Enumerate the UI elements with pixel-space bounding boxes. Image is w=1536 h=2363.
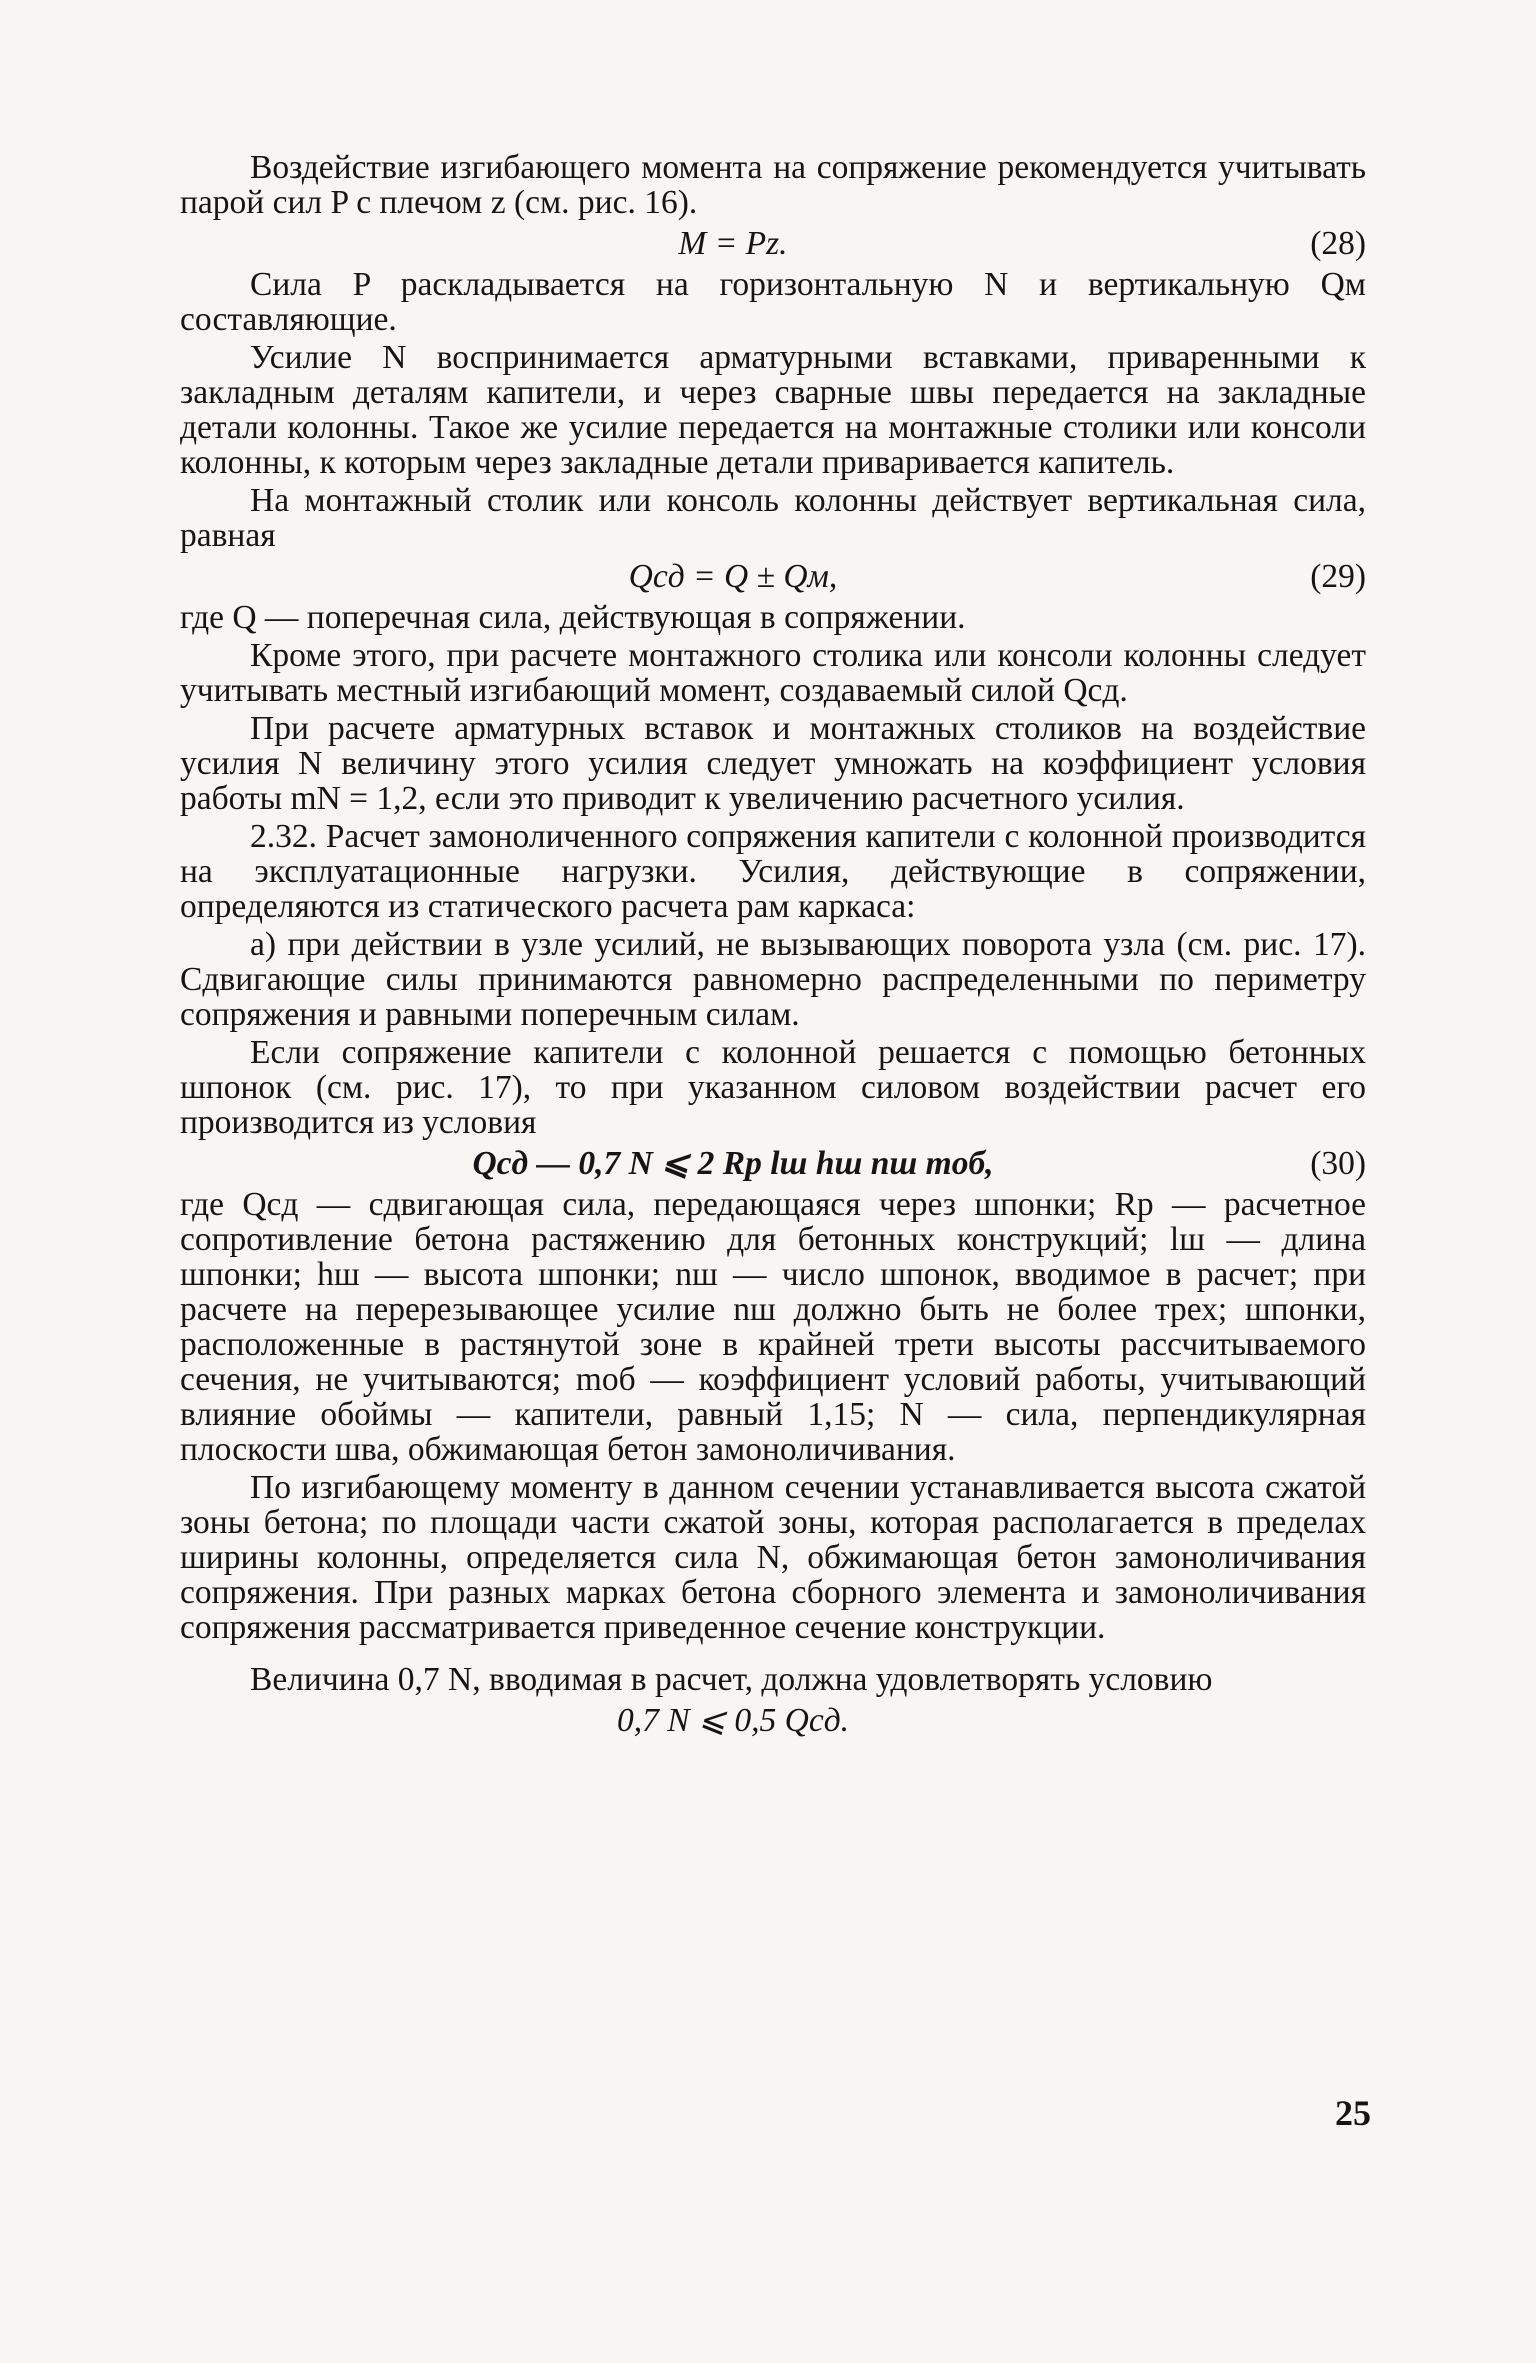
paragraph: Кроме этого, при расчете монтажного столика или консоли колонны следует учитывать местный изгибающий момент, создаваемый силой Qсд.: [180, 637, 1366, 709]
equation-number: (30): [1310, 1145, 1366, 1182]
paragraph: При расчете арматурных вставок и монтажных столиков на воздействие усилия N величину этого усилия следует умножать на коэффициент условия работы mN = 1,2, если это приводит к увеличению расчетного усилия.: [180, 710, 1366, 817]
paragraph: По изгибающему моменту в данном сечении устанавливается высота сжатой зоны бетона; по площади части сжатой зоны, которая располагается в пределах ширины колонны, определяется сила N, обжимающая бетон замоноличивания сопряжения. При разных марках бетона сборного элемента и замоноличивания сопряжения рассматривается приведенное сечение конструкции.: [180, 1469, 1366, 1646]
paragraph: Величина 0,7 N, вводимая в расчет, должна удовлетворять условию: [250, 1661, 1213, 1698]
paragraph: а) при действии в узле усилий, не вызывающих поворота узла (см. рис. 17). Сдвигающие силы принимаются равномерно распределенными по периметру сопряжения и равными поперечным силам.: [180, 926, 1366, 1033]
paragraph: Воздействие изгибающего момента на сопряжение рекомендуется учитывать парой сил P с плечом z (см. рис. 16).: [180, 149, 1366, 221]
paragraph: На монтажный столик или консоль колонны действует вертикальная сила, равная: [180, 482, 1366, 554]
section-paragraph: 2.32. Расчет замоноличенного сопряжения капители с колонной производится на эксплуатационные нагрузки. Усилия, действующие в сопряжении, определяются из статического расчета рам каркаса:: [180, 818, 1366, 925]
equation-29: [180, 559, 1366, 594]
equation-body: 0,7 N ⩽ 0,5 Qсд.: [616, 1702, 850, 1739]
equation-body: Qсд = Q ± Qм,: [628, 558, 838, 595]
equation-body: M = Pz.: [678, 225, 788, 262]
equation-number: (28): [1310, 225, 1366, 262]
paragraph: Сила P раскладывается на горизонтальную N и вертикальную Qм составляющие.: [180, 266, 1366, 338]
equation-28: [180, 226, 1366, 261]
paragraph: где Q — поперечная сила, действующая в сопряжении.: [180, 599, 966, 636]
equation-31: [180, 1703, 1366, 1738]
paragraph: Если сопряжение капители с колонной решается с помощью бетонных шпонок (см. рис. 17), то при указанном силовом воздействии расчет его производится из условия: [180, 1034, 1366, 1141]
paragraph: Усилие N воспринимается арматурными вставками, приваренными к закладным деталям капители, и через сварные швы передается на закладные детали колонны. Такое же усилие передается на монтажные столики или консоли колонны, к которым через закладные детали приваривается капитель.: [180, 339, 1366, 481]
equation-30: [180, 1146, 1366, 1181]
body-text: [180, 150, 1366, 1744]
page-number: 25: [1335, 2093, 1371, 2133]
equation-number: (29): [1310, 558, 1366, 595]
equation-body: Qсд — 0,7 N ⩽ 2 Rp lш hш nш mоб,: [472, 1145, 994, 1182]
paragraph: где Qсд — сдвигающая сила, передающаяся через шпонки; Rp — расчетное сопротивление бетона растяжению для бетонных конструкций; lш — длина шпонки; hш — высота шпонки; nш — число шпонок, вводимое в расчет; при расчете на перерезывающее усилие nш должно быть не более трех; шпонки, расположенные в растянутой зоне в крайней трети высоты рассчитываемого сечения, не учитываются; mоб — коэффициент условий работы, учитывающий влияние обоймы — капители, равный 1,15; N — сила, перпендикулярная плоскости шва, обжимающая бетон замоноличивания.: [180, 1186, 1366, 1468]
